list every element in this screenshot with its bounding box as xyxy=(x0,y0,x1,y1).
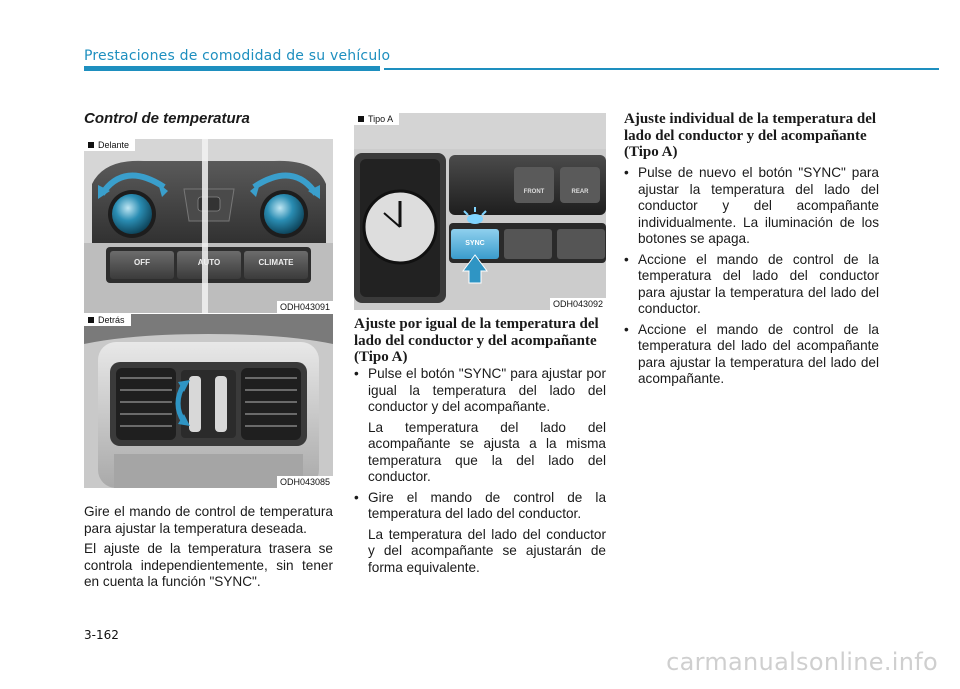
front-control-figure xyxy=(84,139,333,313)
rear-button-label: REAR xyxy=(571,189,589,195)
figure-code: ODH043085 xyxy=(277,476,333,488)
paragraph: El ajuste de la temperatura trasera se controla independientemente, sin tener en cuenta la función "SYNC". xyxy=(84,541,333,589)
figure-label: Delante xyxy=(84,139,135,151)
right-body xyxy=(624,165,879,392)
figure-label: Tipo A xyxy=(354,113,399,125)
square-bullet-icon xyxy=(88,142,94,148)
figure-code: ODH043092 xyxy=(550,298,606,310)
paragraph: Gire el mando de control de temperatura para ajustar la temperatura deseada. xyxy=(84,504,333,536)
list-item: • Pulse el botón "SYNC" para ajustar por igual la temperatura del lado del conductor y del acompañante. La temperatura del lado del acompañante se ajusta a la misma temperatura que la del lado del conductor. xyxy=(354,366,606,486)
page-number: 3-162 xyxy=(84,628,119,642)
square-bullet-icon xyxy=(358,116,364,122)
watermark: carmanualsonline.info xyxy=(666,648,938,676)
figure-label: Detrás xyxy=(84,314,131,326)
front-button-label: FRONT xyxy=(523,189,545,195)
sync-panel-figure xyxy=(354,113,606,310)
section-title: Prestaciones de comodidad de su vehículo xyxy=(84,48,391,64)
header-rule-thin xyxy=(384,68,939,70)
list-item: • Gire el mando de control de la temperatura del lado del conductor. La temperatura del lado del conductor y del acompañante se ajustarán de forma equivalente. xyxy=(354,490,606,577)
climate-button-label: CLIMATE xyxy=(258,258,294,267)
rear-defrost-button xyxy=(560,167,600,203)
section-heading: Ajuste por igual de la temperatura del lado del conductor y del acompañante (Tipo A) xyxy=(354,316,599,365)
fresh-air-button xyxy=(557,229,605,259)
rear-temp-wheel xyxy=(189,376,201,432)
recirculation-button xyxy=(504,229,552,259)
square-bullet-icon xyxy=(88,317,94,323)
rear-control-figure xyxy=(84,314,333,488)
sync-panel-illustration xyxy=(354,113,606,310)
off-button-label: OFF xyxy=(134,258,150,267)
list-item: • Accione el mando de control de la temperatura del lado del conductor para ajustar la temperatura del lado del conductor. xyxy=(624,252,879,318)
left-temp-knob xyxy=(112,194,152,234)
sync-button-label: SYNC xyxy=(465,240,485,247)
middle-body xyxy=(354,366,606,580)
figure-code: ODH043091 xyxy=(277,301,333,313)
header-rule xyxy=(84,66,380,71)
left-body xyxy=(84,504,333,595)
rear-fan-wheel xyxy=(215,376,227,432)
list-item: • Pulse de nuevo el botón "SYNC" para ajustar la temperatura del lado del conductor y del acompañante individualmente. La iluminación de los botones se apaga. xyxy=(624,165,879,248)
auto-button-label: AUTO xyxy=(197,258,221,267)
rear-vent-illustration xyxy=(84,314,333,488)
list-item: • Accione el mando de control de la temperatura del lado del acompañante para ajustar la temperatura del lado del acompañante. xyxy=(624,322,879,388)
section-heading: Ajuste individual de la temperatura del lado del conductor y del acompañante (Tipo A) xyxy=(624,111,877,160)
front-panel-illustration xyxy=(84,139,333,313)
front-defrost-button xyxy=(514,167,554,203)
page-title: Control de temperatura xyxy=(84,110,250,127)
right-temp-knob xyxy=(264,194,304,234)
